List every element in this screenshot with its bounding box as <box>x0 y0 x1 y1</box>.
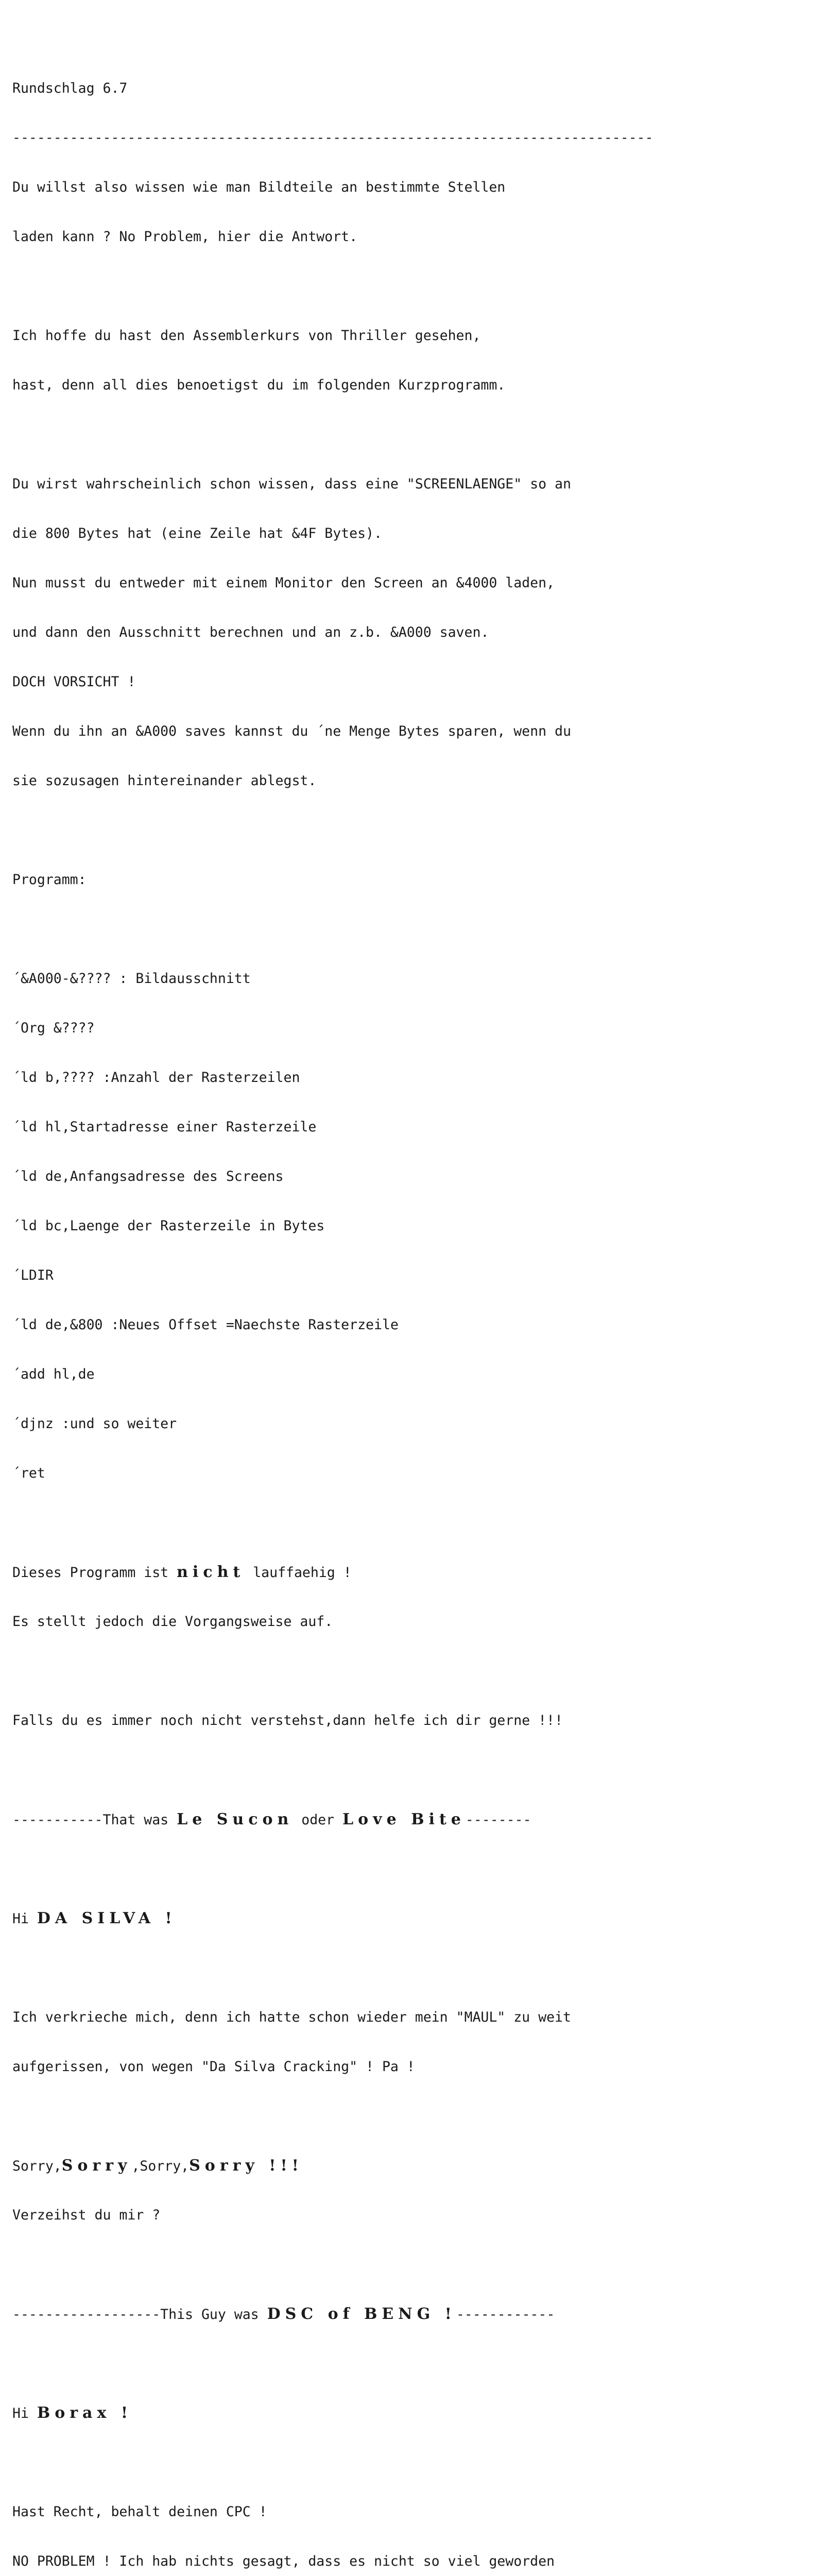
paragraph-line: hast, denn all dies benoetigst du im folgenden Kurzprogramm. <box>12 377 506 393</box>
emphasis-text: Sorry !!! <box>189 2157 303 2175</box>
recipient-name: DA SILVA ! <box>37 1909 177 1927</box>
code-line: ´ld bc,Laenge der Rasterzeile in Bytes <box>12 1218 325 1234</box>
greeting-line: Hi Borax ! <box>12 2404 132 2422</box>
paragraph-line: Dieses Programm ist nicht lauffaehig ! <box>12 1563 352 1581</box>
code-line: ´LDIR <box>12 1267 54 1283</box>
paragraph-line: laden kann ? No Problem, hier die Antwort. <box>12 229 358 245</box>
signature-line: ------------------This Guy was DSC of BENG !------------ <box>12 2305 555 2323</box>
paragraph-line: sie sozusagen hintereinander ablegst. <box>12 773 317 789</box>
emphasis-text: Sorry <box>61 2157 132 2175</box>
paragraph-line: Wenn du ihn an &A000 saves kannst du ´ne Menge Bytes sparen, wenn du <box>12 723 571 739</box>
code-line: ´djnz :und so weiter <box>12 1416 177 1432</box>
code-line: ´&A000-&???? : Bildausschnitt <box>12 971 251 987</box>
paragraph-line: Du wirst wahrscheinlich schon wissen, dass eine "SCREENLAENGE" so an <box>12 476 571 492</box>
paragraph-line: aufgerissen, von wegen "Da Silva Cracking" ! Pa ! <box>12 2059 415 2075</box>
paragraph-line: Verzeihst du mir ? <box>12 2207 161 2223</box>
recipient-name: Borax ! <box>37 2404 132 2422</box>
signature-line: -----------That was Le Sucon oder Love Bite-------- <box>12 1810 531 1828</box>
code-line: ´ld de,Anfangsadresse des Screens <box>12 1168 284 1184</box>
author-name: Le Sucon <box>177 1810 294 1828</box>
author-name: Love Bite <box>342 1810 466 1828</box>
program-label: Programm: <box>12 872 87 888</box>
paragraph-line: und dann den Ausschnitt berechnen und an z.b. &A000 saven. <box>12 624 489 640</box>
paragraph-line: Hast Recht, behalt deinen CPC ! <box>12 2504 267 2520</box>
paragraph-line: Ich verkrieche mich, denn ich hatte schon wieder mein "MAUL" zu weit <box>12 2009 571 2025</box>
code-line: ´Org &???? <box>12 1020 95 1036</box>
code-line: ´ld de,&800 :Neues Offset =Naechste Rasterzeile <box>12 1317 399 1333</box>
paragraph-line: Es stellt jedoch die Vorgangsweise auf. <box>12 1614 333 1630</box>
code-line: ´add hl,de <box>12 1366 95 1382</box>
code-line: ´ld b,???? :Anzahl der Rasterzeilen <box>12 1070 300 1086</box>
paragraph-line: Falls du es immer noch nicht verstehst,dann helfe ich dir gerne !!! <box>12 1713 563 1728</box>
paragraph-line: Ich hoffe du hast den Assemblerkurs von Thriller gesehen, <box>12 328 481 344</box>
paragraph-line: DOCH VORSICHT ! <box>12 674 136 690</box>
emphasis-text: nicht <box>177 1563 245 1581</box>
divider-rule: ------------------------------------------------------------------------------ <box>12 130 654 146</box>
paragraph-line: Sorry,Sorry,Sorry,Sorry !!! <box>12 2157 303 2175</box>
greeting-line: Hi DA SILVA ! <box>12 1909 177 1927</box>
page-title: Rundschlag 6.7 <box>12 80 128 96</box>
paragraph-line: NO PROBLEM ! Ich hab nichts gesagt, dass es nicht so viel geworden <box>12 2553 555 2569</box>
paragraph-line: Nun musst du entweder mit einem Monitor den Screen an &4000 laden, <box>12 575 555 591</box>
author-name: DSC of BENG ! <box>267 2305 456 2323</box>
document-page <box>12 47 713 2576</box>
code-line: ´ld hl,Startadresse einer Rasterzeile <box>12 1119 317 1135</box>
code-line: ´ret <box>12 1465 45 1481</box>
paragraph-line: Du willst also wissen wie man Bildteile an bestimmte Stellen <box>12 179 506 195</box>
paragraph-line: die 800 Bytes hat (eine Zeile hat &4F Bytes). <box>12 526 382 541</box>
